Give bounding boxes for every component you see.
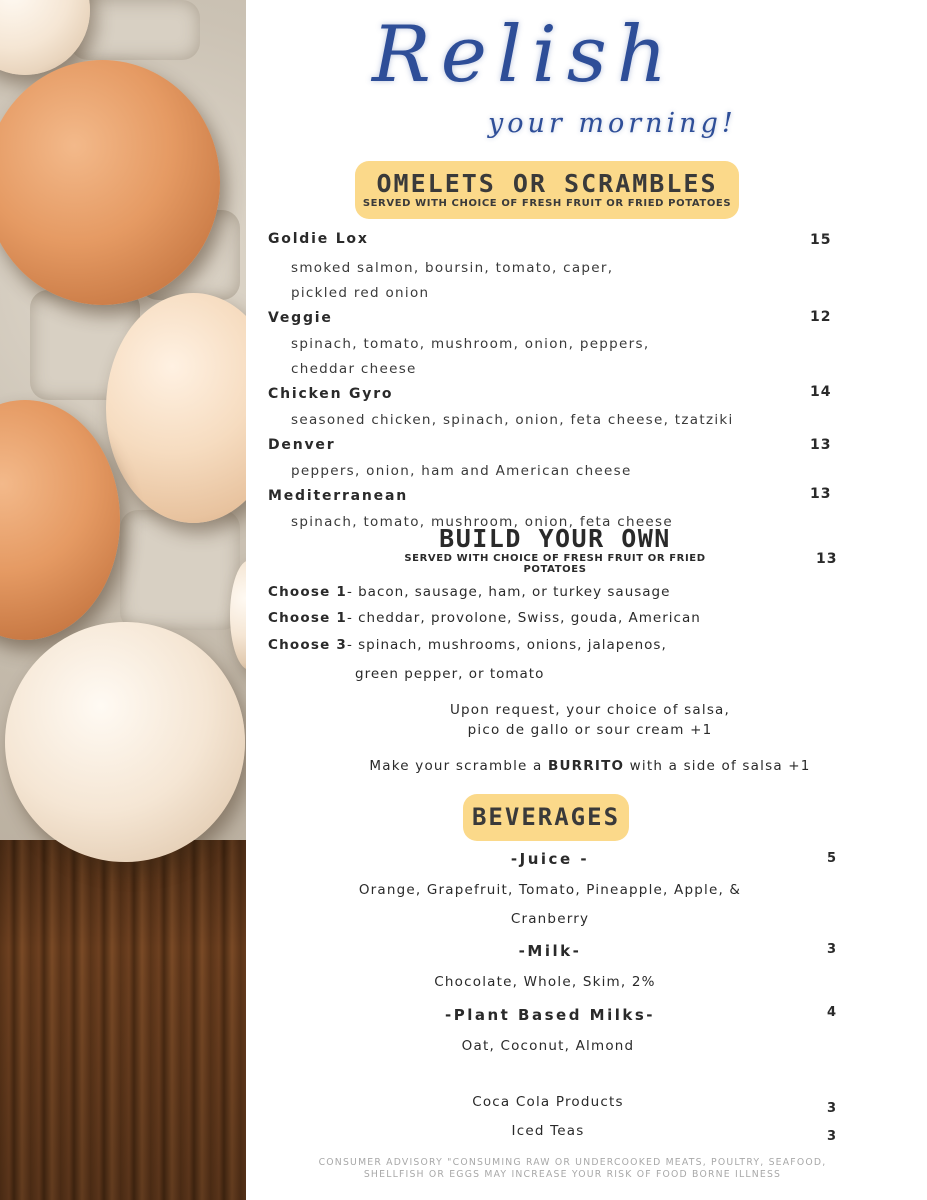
beverage-price: 3 [827, 1101, 838, 1116]
request-note: Upon request, your choice of salsa, [449, 702, 731, 718]
beverage-price: 4 [827, 1005, 838, 1020]
choice-label: Choose 3 [268, 637, 347, 653]
beverage-name: Coca Cola Products [472, 1094, 624, 1110]
choice-text: - bacon, sausage, ham, or turkey sausage [346, 584, 671, 600]
item-description: peppers, onion, ham and American cheese [291, 463, 632, 479]
item-description: seasoned chicken, spinach, onion, feta cheese, tzatziki [291, 412, 734, 428]
beverage-description: Chocolate, Whole, Skim, 2% [434, 974, 656, 990]
section-title: OMELETS OR SCRAMBLES [376, 169, 718, 198]
item-description: cheddar cheese [291, 361, 417, 377]
section-subtitle: SERVED WITH CHOICE OF FRESH FRUIT OR FRIED POTATOES [362, 198, 732, 209]
item-description: pickled red onion [291, 285, 430, 301]
item-price: 13 [810, 486, 832, 502]
build-subtitle: SERVED WITH CHOICE OF FRESH FRUIT OR FRIED POTATOES [404, 553, 706, 575]
beverage-description: Cranberry [510, 911, 590, 927]
beverages-banner [463, 794, 629, 841]
item-price: 13 [810, 437, 832, 453]
choice-line [268, 584, 670, 600]
choice-continuation: green pepper, or tomato [355, 666, 545, 682]
beverage-description: Oat, Coconut, Almond [461, 1038, 635, 1054]
omelets-banner [355, 161, 739, 219]
build-price: 13 [816, 551, 838, 567]
item-description: smoked salmon, boursin, tomato, caper, [291, 260, 614, 276]
section-title: BEVERAGES [471, 803, 621, 831]
item-description: spinach, tomato, mushroom, onion, feta cheese [291, 514, 673, 530]
burrito-word: BURRITO [548, 758, 625, 774]
advisory-line: CONSUMER ADVISORY "CONSUMING RAW OR UNDERCOOKED MEATS, POULTRY, SEAFOOD, [318, 1157, 827, 1168]
menu-tagline: your morning! [488, 108, 737, 139]
choice-text: - spinach, mushrooms, onions, jalapenos, [346, 637, 667, 653]
egg [5, 622, 245, 862]
beverage-name: -Juice - [510, 850, 590, 868]
choice-label: Choose 1 [268, 584, 347, 600]
item-description: spinach, tomato, mushroom, onion, peppers, [291, 336, 650, 352]
choice-line [268, 610, 701, 626]
beverage-price: 3 [827, 1129, 838, 1144]
burrito-note: Make your scramble a BURRITO with a side of salsa +1 [369, 758, 811, 774]
choice-label: Choose 1 [268, 610, 347, 626]
choice-line [268, 637, 667, 653]
advisory-line: SHELLFISH OR EGGS MAY INCREASE YOUR RISK OF FOOD BORNE ILLNESS [363, 1169, 782, 1180]
beverage-description: Orange, Grapefruit, Tomato, Pineapple, Apple, & [358, 882, 742, 898]
choice-text: - cheddar, provolone, Swiss, gouda, American [346, 610, 701, 626]
item-name: Goldie Lox [268, 231, 369, 247]
menu-title: Relish [372, 10, 678, 100]
beverage-price: 5 [827, 851, 838, 866]
build-title: BUILD YOUR OWN [439, 524, 671, 553]
item-name: Chicken Gyro [268, 386, 394, 402]
beverage-price: 3 [827, 942, 838, 957]
carton-cup [120, 510, 240, 630]
item-price: 12 [810, 309, 832, 325]
consumer-advisory [300, 1157, 845, 1181]
item-name: Denver [268, 437, 336, 453]
beverage-name: -Milk- [518, 942, 582, 960]
request-note: pico de gallo or sour cream +1 [467, 722, 713, 738]
item-price: 14 [810, 384, 832, 400]
beverage-name: Iced Teas [511, 1123, 585, 1139]
beverage-name: -Plant Based Milks- [444, 1006, 655, 1024]
item-price: 15 [810, 232, 832, 248]
item-name: Mediterranean [268, 488, 408, 504]
item-name: Veggie [268, 310, 333, 326]
eggs-photo [0, 0, 246, 1200]
